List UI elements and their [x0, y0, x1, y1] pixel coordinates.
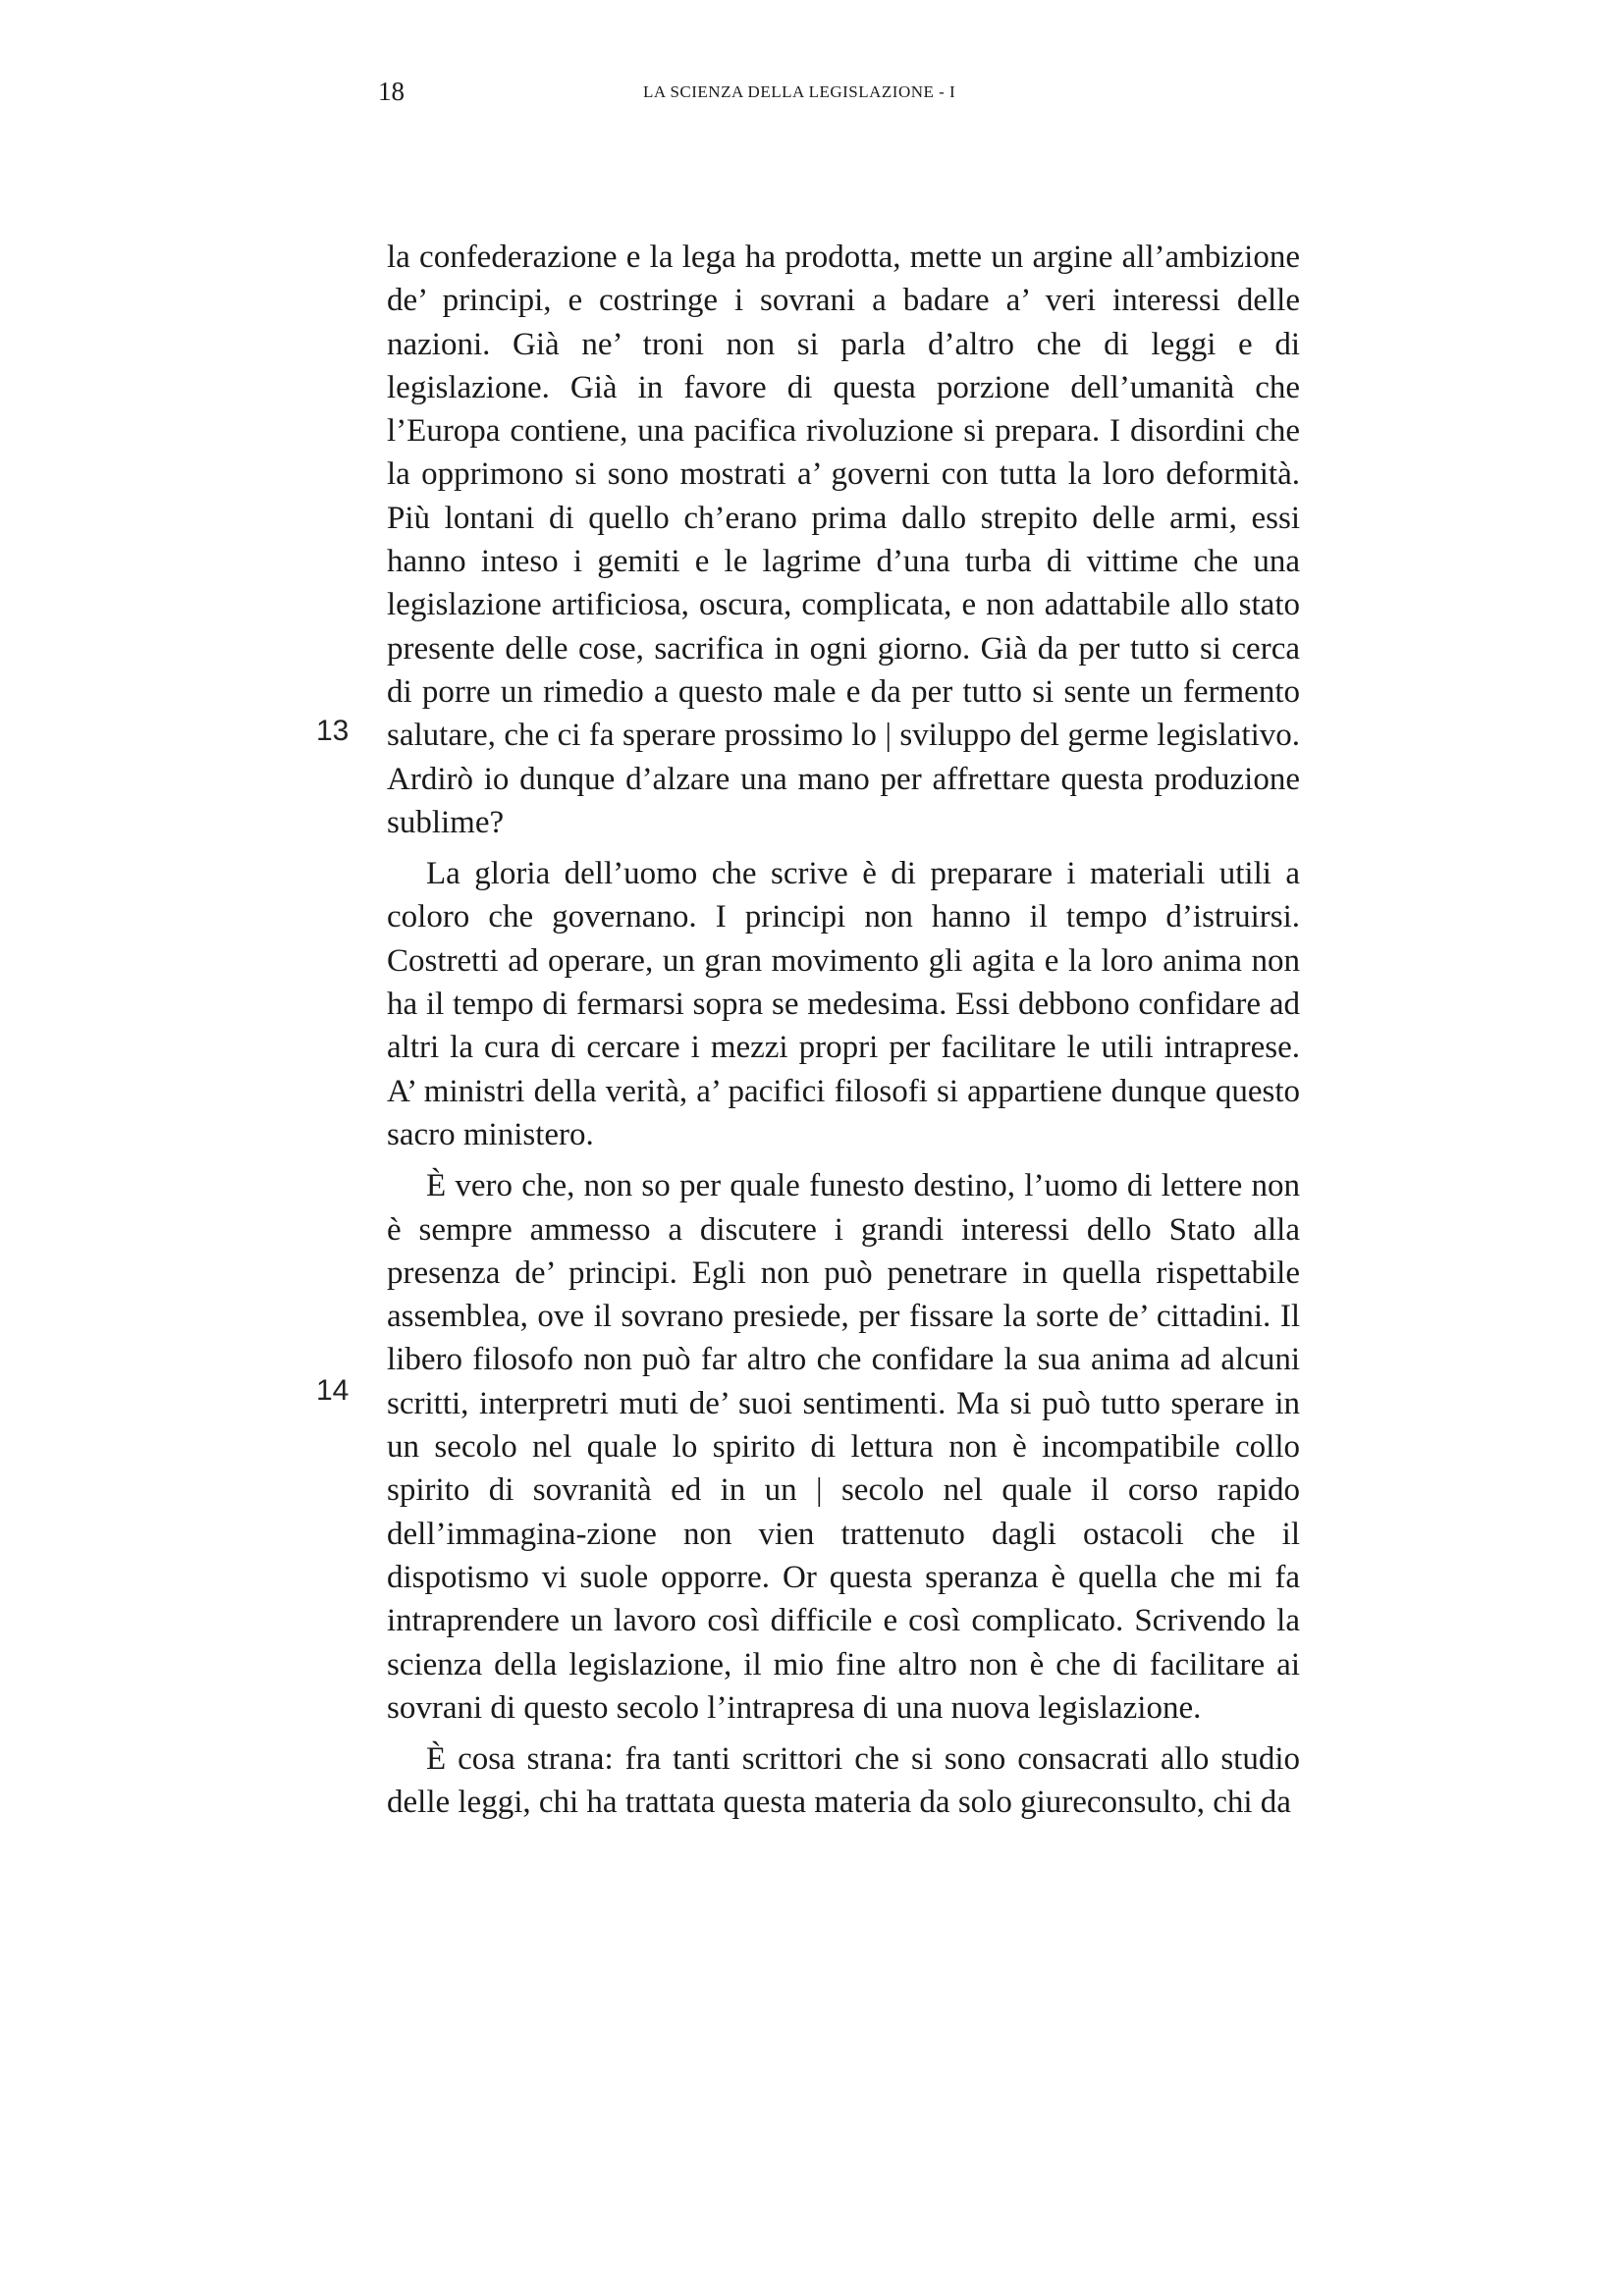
running-head: LA SCIENZA DELLA LEGISLAZIONE - I	[643, 82, 956, 101]
body-text	[387, 236, 1300, 1833]
margin-number: 14	[316, 1374, 350, 1407]
margin-number: 13	[316, 715, 350, 747]
page-header	[378, 77, 1262, 116]
page-number: 18	[378, 77, 405, 106]
paragraph: È vero che, non so per quale funesto destino, l’uomo di lettere non è sempre ammesso a discutere i grandi interessi dello Stato alla presenza de’ principi. Egli non può penetrare in quella rispettabile assemblea, ove il sovrano presiede, per fissare la sorte de’ cittadini. Il libero filosofo non può far altro che confidare la sua anima ad alcuni scritti, interpretri muti de’ suoi sentimenti. Ma si può tutto sperare in un secolo nel quale lo spirito di lettura non è incompatibile collo spirito di sovranità ed in un | secolo nel quale il corso rapido dell’immagina-zione non vien trattenuto dagli ostacoli che il dispotismo vi suole opporre. Or questa speranza è quella che mi fa intraprendere un lavoro così difficile e così complicato. Scrivendo la scienza della legislazione, il mio fine altro non è che di facilitare ai sovrani di questo secolo l’intrapresa di una nuova legislazione.	[387, 1168, 1300, 1726]
paragraph: la confederazione e la lega ha prodotta, mette un argine all’ambizione de’ principi, e costringe i sovrani a badare a’ veri interessi delle nazioni. Già ne’ troni non si parla d’altro che di leggi e di legislazione. Già in favore di questa porzione dell’umanità che l’Europa contiene, una pacifica rivoluzione si prepara. I disordini che la opprimono si sono mostrati a’ governi con tutta la loro deformità. Più lontani di quello ch’erano prima dallo strepito delle armi, essi hanno inteso i gemiti e le lagrime d’una turba di vittime che una legislazione artificiosa, oscura, complicata, e non adattabile allo stato presente delle cose, sacrifica in ogni giorno. Già da per tutto si cerca di porre un rimedio a questo male e da per tutto si sente un fermento salutare, che ci fa sperare prossimo lo | sviluppo del germe legislativo. Ardirò io dunque d’alzare una mano per affrettare questa produzione sublime?	[387, 240, 1300, 840]
paragraph: La gloria dell’uomo che scrive è di preparare i materiali utili a coloro che governano. I principi non hanno il tempo d’istruirsi. Costretti ad operare, un gran movimento gli agita e la loro anima non ha il tempo di fermarsi sopra se medesima. Essi debbono confidare ad altri la cura di cercare i mezzi propri per facilitare le utili intraprese. A’ ministri della verità, a’ pacifici filosofi si appartiene dunque questo sacro ministero.	[387, 856, 1300, 1152]
paragraph: È cosa strana: fra tanti scrittori che si sono consacrati allo studio delle leggi, chi ha trattata questa materia da solo giureconsulto, chi da	[387, 1741, 1300, 1821]
